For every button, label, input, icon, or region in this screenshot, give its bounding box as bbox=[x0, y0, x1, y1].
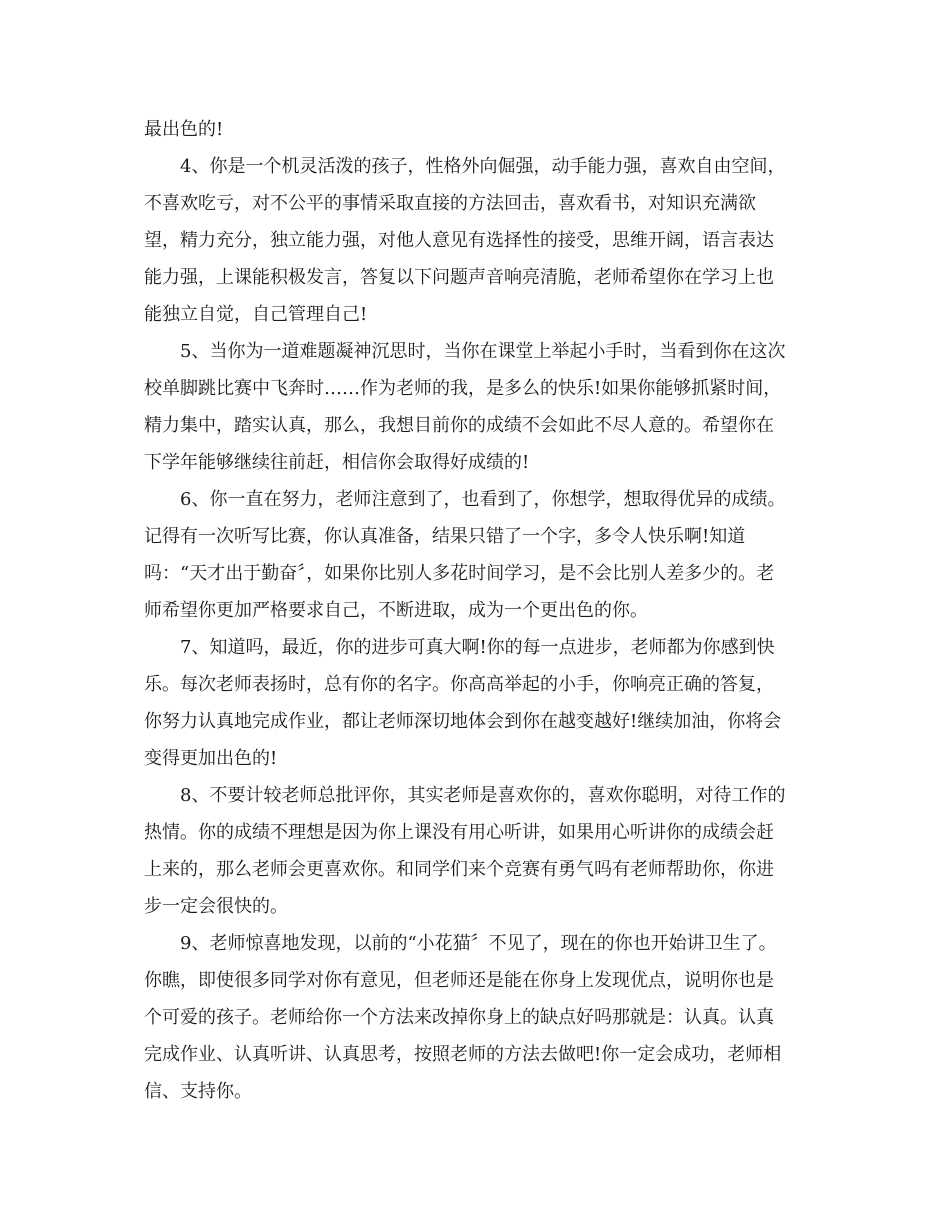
text-line: 能力强，上课能积极发言，答复以下问题声音响亮清脆，老师希望你在学习上也 bbox=[144, 267, 774, 288]
text-line: 吗：“天才出于勤奋〞，如果你比别人多花时间学习，是不会比别人差多少的。老 bbox=[144, 563, 775, 584]
text-line: 记得有一次听写比赛，你认真准备，结果只错了一个字，多令人快乐啊!知道 bbox=[144, 526, 746, 547]
text-line: 上来的，那么老师会更喜欢你。和同学们来个竞赛有勇气吗有老师帮助你，你进 bbox=[144, 859, 774, 880]
paragraph-8-start: 8、不要计较老师总批评你，其实老师是喜欢你的，喜欢你聪明，对待工作的 bbox=[180, 785, 786, 806]
text-line: 精力集中，踏实认真，那么，我想目前你的成绩不会如此不尽人意的。希望你在 bbox=[144, 415, 774, 436]
text-line: 师希望你更加严格要求自己，不断进取，成为一个更出色的你。 bbox=[144, 600, 648, 621]
paragraph-5-start: 5、当你为一道难题凝神沉思时，当你在课堂上举起小手时，当看到你在这次 bbox=[180, 341, 786, 362]
text-line: 步一定会很快的。 bbox=[144, 896, 288, 917]
paragraph-7-start: 7、知道吗，最近，你的进步可真大啊!你的每一点进步，老师都为你感到快 bbox=[180, 637, 775, 658]
text-line: 不喜欢吃亏，对不公平的事情采取直接的方法回击，喜欢看书，对知识充满欲 bbox=[144, 193, 756, 214]
paragraph-6-start: 6、你一直在努力，老师注意到了，也看到了，你想学，想取得优异的成绩。 bbox=[180, 489, 786, 510]
text-line: 校单脚跳比赛中飞奔时……作为老师的我，是多么的快乐!如果你能够抓紧时间， bbox=[144, 378, 782, 399]
paragraph-9-start: 9、老师惊喜地发现，以前的“小花猫〞不见了，现在的你也开始讲卫生了。 bbox=[180, 933, 777, 954]
text-line: 你瞧，即使很多同学对你有意见，但老师还是能在你身上发现优点，说明你也是 bbox=[144, 970, 774, 991]
text-line: 变得更加出色的! bbox=[144, 748, 278, 769]
text-line: 能独立自觉，自己管理自己! bbox=[144, 304, 368, 325]
text-line: 热情。你的成绩不理想是因为你上课没有用心听讲，如果用心听讲你的成绩会赶 bbox=[144, 822, 774, 843]
text-line: 个可爱的孩子。老师给你一个方法来改掉你身上的缺点好吗那就是：认真。认真 bbox=[144, 1007, 774, 1028]
text-line: 你努力认真地完成作业，都让老师深切地体会到你在越变越好!继续加油，你将会 bbox=[144, 711, 782, 732]
text-line: 完成作业、认真听讲、认真思考，按照老师的方法去做吧!你一定会成功，老师相 bbox=[144, 1044, 782, 1065]
text-line: 下学年能够继续往前赶，相信你会取得好成绩的! bbox=[144, 452, 530, 473]
text-line: 望，精力充分，独立能力强，对他人意见有选择性的接受，思维开阔，语言表达 bbox=[144, 230, 774, 251]
text-line: 最出色的! bbox=[144, 119, 224, 140]
text-line: 乐。每次老师表扬时，总有你的名字。你高高举起的小手，你响亮正确的答复， bbox=[144, 674, 774, 695]
text-line: 信、支持你。 bbox=[144, 1081, 252, 1102]
paragraph-4-start: 4、你是一个机灵活泼的孩子，性格外向倔强，动手能力强，喜欢自由空间， bbox=[180, 156, 786, 177]
